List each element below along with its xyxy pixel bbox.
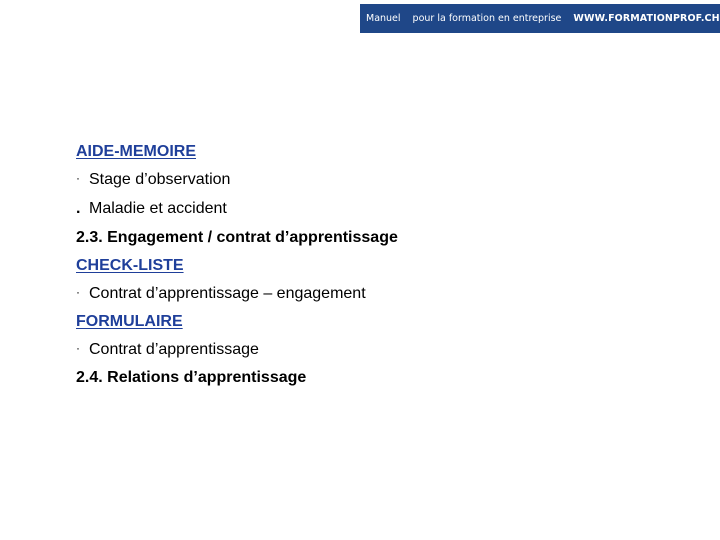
bullet-icon: · [76,285,80,299]
list-item [76,341,259,359]
section-2-3-title: 2.3. Engagement / contrat d’apprentissage [76,229,398,246]
header-manuel: Manuel [366,13,401,24]
formulaire-heading-link[interactable]: FORMULAIRE [76,313,183,330]
list-item [76,285,366,303]
item-maladie-label: Maladie et accident [89,200,227,217]
list-item [76,171,230,189]
section-2-4-title: 2.4. Relations d’apprentissage [76,369,307,386]
header-banner [360,4,720,33]
item-stage-label: Stage d’observation [89,171,231,188]
list-item [76,200,227,218]
item-contrat-engagement-label: Contrat d’apprentissage – engagement [89,285,366,302]
item-contrat-label: Contrat d’apprentissage [89,341,259,358]
bullet-icon: · [76,171,80,185]
aide-memoire-heading-link[interactable]: AIDE-MEMOIRE [76,143,196,160]
bullet-icon: · [76,341,80,355]
bullet-icon: . [76,200,81,217]
header-tagline: pour la formation en entreprise [412,13,562,24]
header-site-link[interactable]: WWW.FORMATIONPROF.CH [573,13,720,24]
check-liste-heading-link[interactable]: CHECK-LISTE [76,257,184,274]
